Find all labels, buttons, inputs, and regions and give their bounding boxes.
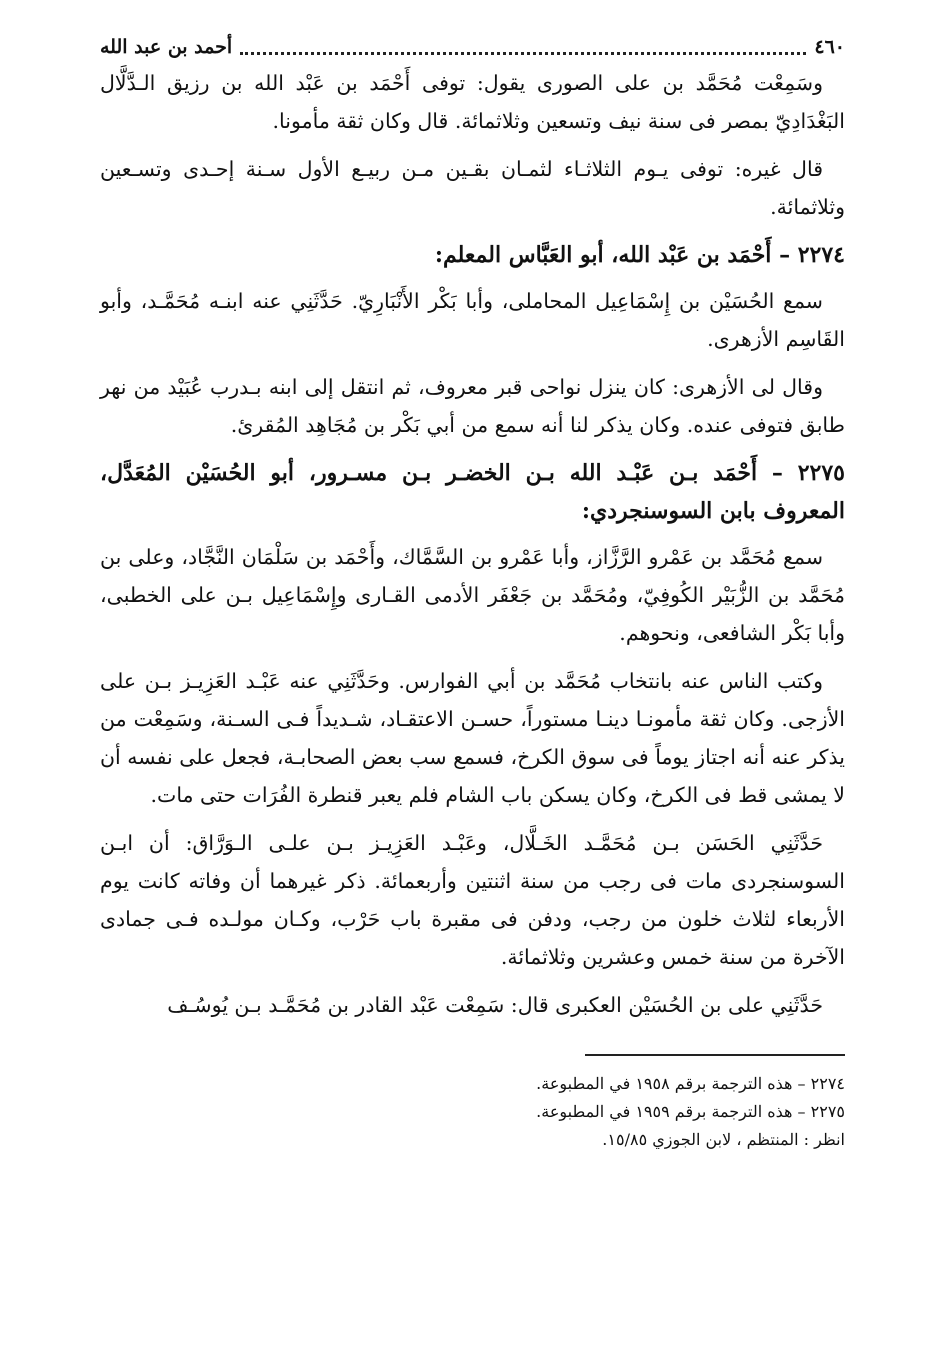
footnote-separator [585,1054,845,1056]
main-text [100,64,845,1024]
footnotes [100,1070,845,1154]
page-header [100,30,845,64]
entry-heading-2275: ٢٢٧٥ – أَحْمَد بـن عَبْـد الله بـن الخضـر بـن مسـرور، أبو الحُسَيْن المُعَدَّل، المعروف بابن السوسنجردي: [100,460,845,524]
footnote: ٢٢٧٥ – هذه الترجمة برقم ١٩٥٩ في المطبوعة. [536,1102,845,1121]
paragraph: سمع مُحَمَّد بن عَمْرو الرَّزَّاز، وأبا عَمْرو بن السَّمَّاك، وأَحْمَد بن سَلْمَان النَّجَّاد، وعلى بن مُحَمَّد بن الزُّبَيْر الكُوفِيّ، ومُحَمَّد بن جَعْفَر الأدمى القـارى وإِسْمَاعِيل بـن على الخطبى، وأبا بَكْر الشافعى، ونحوهم. [100,545,845,645]
book-page [100,30,845,1330]
paragraph: قال غيره: توفى يـوم الثلاثـاء لثمـان بقـين مـن ربيـع الأول سـنة إحـدى وتسـعين وثلاثمائة. [100,157,845,219]
paragraph: حَدَّثَنِي الحَسَن بـن مُحَمَّـد الخَـلَّال، وعَبْـد العَزِيـز بـن علـى الـوَرَّاق: أن ابـن السوسنجردى مات فى رجب من سنة اثنتين وأربعمائة. ذكر غيرهما أن وفاته كانت يوم الأربعاء لثلاث خلون من رجب، ودفن فى مقبرة باب حَرْب، وكـان مولـده فـى جمادى الآخرة من سنة خمس وعشرين وثلاثمائة. [100,831,845,969]
paragraph: وقال لى الأزهرى: كان ينزل نواحى قبر معروف، ثم انتقل إلى ابنه بـدرب عُبَيْد من نهر طابق فتوفى عنده. وكان يذكر لنا أنه سمع من أبي بَكْر بن مُجَاهِد المُقرئ. [100,375,845,437]
paragraph: وكتب الناس عنه بانتخاب مُحَمَّد بن أبي الفوارس. وحَدَّثَنِي عنه عَبْـد العَزِيـز بـن على الأزجى. وكان ثقة مأمونـا دينـا مستوراً، حسـن الاعتقـاد، شـديداً فـى السـنة، وسَمِعْت من يذكر عنه أنه اجتاز يوماً فى سوق الكرخ، فسمع سب بعض الصحابـة، فجعل على نفسه أن لا يمشى قط فى الكرخ، وكان يسكن باب الشام فلم يعبر قنطرة الفُرَات حتى مات. [100,669,845,807]
running-title: أحمد بن عبد الله [100,36,233,58]
paragraph: وسَمِعْت مُحَمَّد بن على الصورى يقول: توفى أَحْمَد بن عَبْد الله بن رزيق الـدَّلَّال البَغْدَادِيّ بمصر فى سنة نيف وتسعين وثلاثمائة. قال وكان ثقة مأمونا. [100,71,845,133]
header-dotted-leader [240,52,806,55]
entry-heading-2274: ٢٢٧٤ – أَحْمَد بن عَبْد الله، أبو العَبَّاس المعلم: [434,242,845,268]
footnote: انظر : المنتظم ، لابن الجوزي ١٥/٨٥. [602,1130,845,1149]
footnote: ٢٢٧٤ – هذه الترجمة برقم ١٩٥٨ في المطبوعة. [536,1074,845,1093]
page-number: ٤٦٠ [814,36,845,58]
paragraph: حَدَّثَنِي على بن الحُسَيْن العكبرى قال: سَمِعْت عَبْد القادر بن مُحَمَّـد بـن يُوسُـف [167,993,823,1017]
paragraph: سمع الحُسَيْن بن إِسْمَاعِيل المحاملى، وأبا بَكْر الأَنْبَارِيّ. حَدَّثَنِي عنه ابنـه مُحَمَّـد، وأبو القَاسِم الأزهرى. [100,289,845,351]
